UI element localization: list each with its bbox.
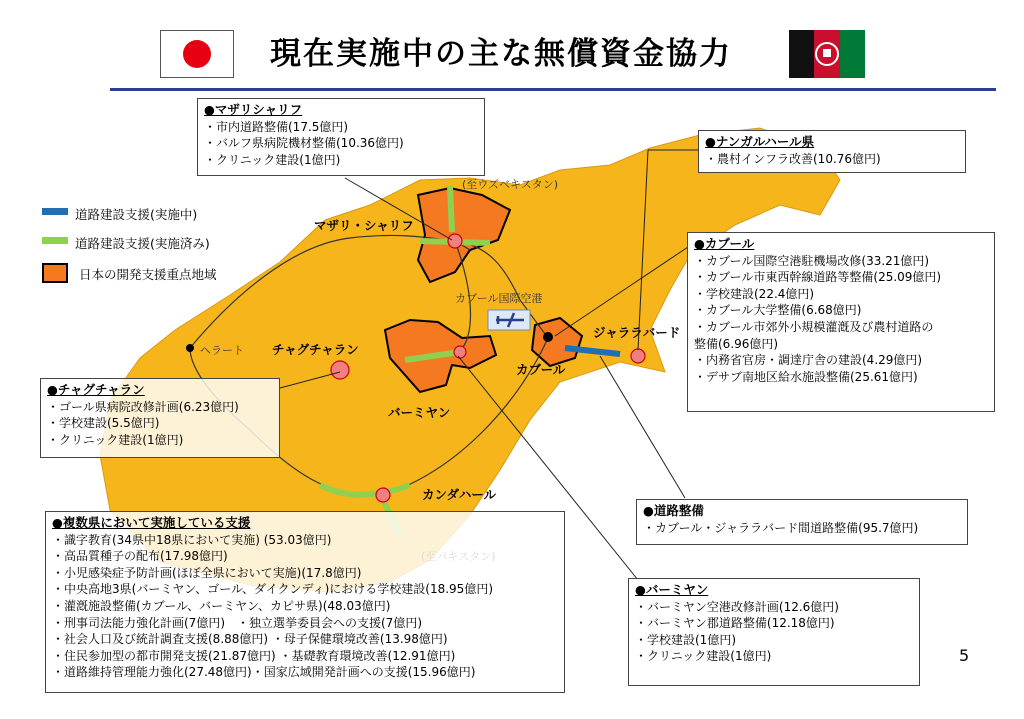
nangarhar-box-heading: ●ナンガルハール県 [705,134,815,149]
herat-marker-icon [186,344,194,352]
legend-done-label: 道路建設支援(実施済み) [75,236,210,251]
list-item: ・学校建設(5.5億円) [47,416,160,431]
list-item: ・カブール市東西幹線道路等整備(25.09億円) [694,270,942,285]
list-item: ・バーミヤン郡道路整備(12.18億円) [635,616,835,631]
page-number: 5 [959,646,970,665]
nangarhar-box [698,130,966,173]
chaghcharan-label: チャグチャラン [272,342,359,357]
legend-focus-label: 日本の開発支援重点地域 [79,267,217,282]
list-item: ・道路維持管理能力強化(27.48億円)・国家広域開発計画への支援(15.96億円) [52,665,476,680]
mazar-box [197,98,485,176]
list-item: ・クリニック建設(1億円) [204,152,341,167]
mazar-box-heading: ●マザリシャリフ [204,102,303,117]
kabul-label: カブール [516,362,566,377]
to-uzbekistan-label: (至ウズベキスタン) [462,178,559,191]
bamiyan-box [628,578,920,686]
list-item: ・刑事司法能力強化計画(7億円) ・独立選挙委員会への支援(7億円) [52,615,422,630]
list-item: ・クリニック建設(1億円) [47,432,184,447]
legend-done [45,234,210,252]
mazar-marker-icon [448,234,462,248]
list-item: ・小児感染症予防計画(ほぼ全県において実施)(17.8億円) [52,565,362,580]
chaghcharan-box [40,378,280,458]
kandahar-marker-icon [376,488,390,502]
list-item: ・カブール市郊外小規模灌漑及び農村道路の [694,319,934,334]
list-item: ・高品質種子の配布(17.98億円) [52,549,228,564]
list-item: ・バルフ県病院機材整備(10.36億円) [204,136,404,151]
road-box-heading: ●道路整備 [643,503,704,518]
mazar-label: マザリ・シャリフ [314,218,414,233]
list-item: 整備(6.96億円) [694,336,779,351]
kabul-marker-icon [543,332,553,342]
list-item: ・カブール国際空港駐機場改修(33.21億円) [694,253,930,268]
kabul-airport-label: カブール国際空港 [455,292,543,305]
kabul-box-heading: ●カブール [694,236,755,251]
list-item: ・カブール大学整備(6.68億円) [694,303,862,318]
list-item: ・市内道路整備(17.5億円) [204,119,349,134]
jalalabad-marker-icon [631,349,645,363]
airplane-icon [488,310,530,330]
kandahar-label: カンダハール [422,487,497,502]
list-item: ・学校建設(1億円) [635,632,736,647]
bamiyan-label: バーミヤン [388,405,451,420]
list-item: ・クリニック建設(1億円) [635,649,772,664]
list-item: ・中央高地3県(バーミヤン、ゴール、ダイクンディ)における学校建設(18.95億円) [52,582,493,597]
list-item: ・内務省官房・調達庁舎の建設(4.29億円) [694,353,923,368]
herat-label: ヘラート [200,344,244,357]
list-item: ・灌漑施設整備(カブール、バーミヤン、カピサ県)(48.03億円) [52,598,391,613]
page-title: 現在実施中の主な無償資金協力 [270,36,732,72]
list-item: ・学校建設(22.4億円) [694,286,815,301]
bamiyan-marker-icon [454,346,466,358]
list-item: ・識字教育(34県中18県において実施) (53.03億円) [52,532,332,547]
bamiyan-box-heading: ●バーミヤン [635,582,709,597]
road-box [636,499,968,545]
list-item: ・社会人口及び統計調査支援(8.88億円) ・母子保健環境改善(13.98億円) [52,632,448,647]
list-item: ・バーミヤン空港改修計画(12.6億円) [635,599,839,614]
jalalabad-label: ジャララバード [593,325,681,340]
multi-box-heading: ●複数県において実施している支援 [52,515,251,530]
chaghcharan-marker-icon [331,361,349,379]
multi-province-box [45,511,565,693]
legend-focus [45,265,217,283]
list-item: ・デサブ南地区給水施設整備(25.61億円) [694,369,918,384]
list-item: ・農村インフラ改善(10.76億円) [705,151,881,166]
list-item: ・ゴール県病院改修計画(6.23億円) [47,399,239,414]
legend-active [45,205,197,223]
chaghcharan-box-heading: ●チャグチャラン [47,382,145,397]
list-item: ・住民参加型の都市開発支援(21.87億円) ・基礎教育環境改善(12.91億円) [52,648,456,663]
kabul-box [687,232,995,412]
legend-active-label: 道路建設支援(実施中) [75,207,198,222]
list-item: ・カブール・ジャララバード間道路整備(95.7億円) [643,520,919,535]
